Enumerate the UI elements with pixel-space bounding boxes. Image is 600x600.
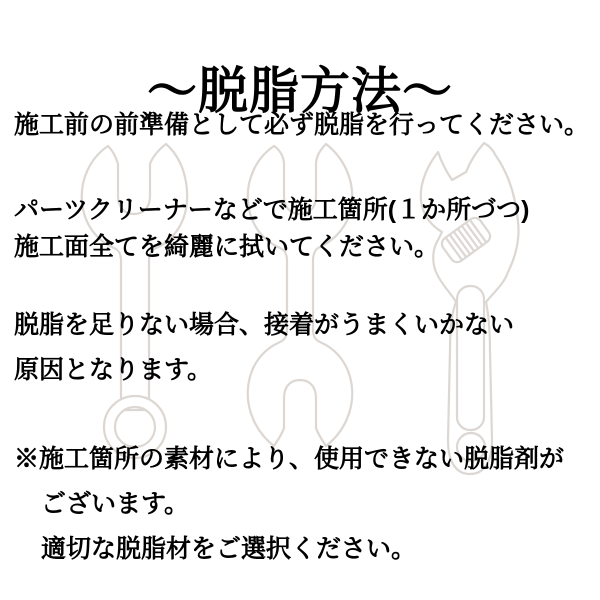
instruction-line: 適切な脱脂材をご選択ください。 [41, 535, 417, 563]
paragraph-preparation [14, 105, 600, 145]
instruction-line [14, 437, 600, 482]
double-open-end-wrench-icon [248, 144, 353, 446]
instruction-line-text: 施工箇所の素材により、使用できない脱脂剤が [39, 445, 565, 473]
instruction-line: 施工前の前準備として必ず脱脂を行ってください。 [14, 111, 590, 139]
note-marker: ※ [14, 445, 40, 473]
instruction-line: 原因となります。 [14, 356, 213, 384]
paragraph-warning [14, 303, 600, 393]
instruction-line: ございます。 [41, 490, 190, 518]
page-title: 〜脱脂方法〜 [147, 62, 453, 119]
instruction-line: 施工面全てを綺麗に拭いてください。 [14, 233, 440, 261]
paragraph-note [14, 437, 600, 572]
paragraph-cleaner [14, 192, 600, 266]
instruction-line: パーツクリーナーなどで施工箇所(１か所づつ) [14, 196, 530, 224]
instruction-line: 脱脂を足りない場合、接着がうまくいかない [14, 311, 515, 339]
